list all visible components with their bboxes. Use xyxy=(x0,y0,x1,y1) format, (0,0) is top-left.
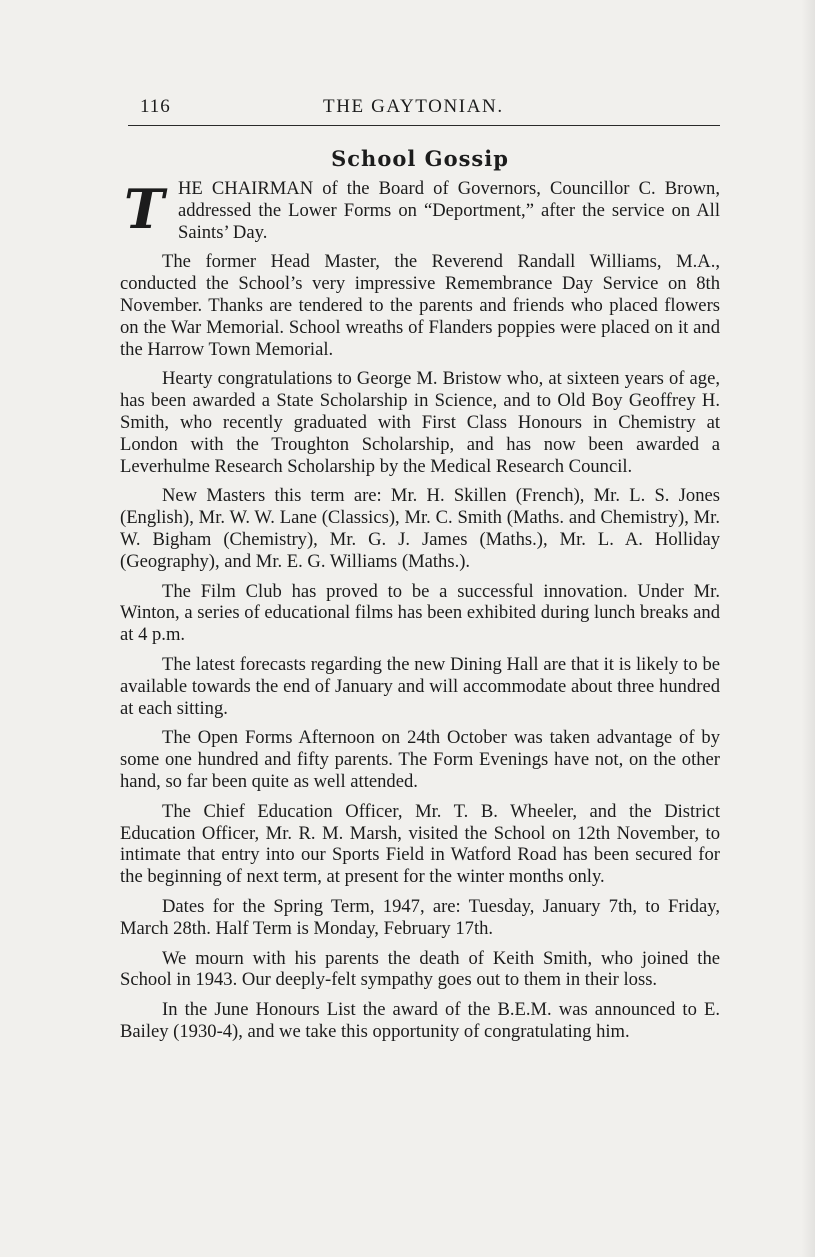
drop-cap: T xyxy=(124,177,165,241)
paragraph-1-text: HE CHAIRMAN of the Board of Governors, Councillor C. Brown, addressed the Lower Forms on “Deportment,” after the service on All Saints’ Day. xyxy=(178,178,720,243)
paragraph-4: New Masters this term are: Mr. H. Skillen (French), Mr. L. S. Jones (English), Mr. W. W. Lane (Classics), Mr. C. Smith (Maths. and Chemistry), Mr. W. Bigham (Chemistry), Mr. G. J. James (Maths.), Mr. L. A. Holliday (Geography), and Mr. E. G. Williams (Maths.). xyxy=(120,485,720,572)
paragraph-2: The former Head Master, the Reverend Randall Williams, M.A., conducted the School’s very impressive Remembrance Day Service on 8th November. Thanks are tendered to the parents and friends who placed flowers on the War Memorial. School wreaths of Flanders poppies were placed on it and the Harrow Town Memorial. xyxy=(120,251,720,360)
paragraph-6: The latest forecasts regarding the new Dining Hall are that it is likely to be available towards the end of January and will accommodate about three hundred at each sitting. xyxy=(120,653,720,719)
page-header xyxy=(120,96,720,130)
article-body xyxy=(120,178,720,1051)
paragraph-11: In the June Honours List the award of the B.E.M. was announced to E. Bailey (1930-4), and we take this opportunity of congratulating him. xyxy=(120,999,720,1042)
page-number: 116 xyxy=(140,96,171,117)
paragraph-7: The Open Forms Afternoon on 24th October was taken advantage of by some one hundred and fifty parents. The Form Evenings have not, on the other hand, so far been quite as well attended. xyxy=(120,727,720,792)
header-rule xyxy=(128,125,720,126)
paragraph-3: Hearty congratulations to George M. Bristow who, at sixteen years of age, has been awarded a State Scholarship in Science, and to Old Boy Geoffrey H. Smith, who recently graduated with First Class Honours in Chemistry at London with the Troughton Scholarship, and has now been awarded a Leverhulme Research Scholarship by the Medical Research Council. xyxy=(120,368,720,477)
page-edge-shadow xyxy=(801,0,815,1257)
paragraph-10: We mourn with his parents the death of Keith Smith, who joined the School in 1943. Our deeply-felt sympathy goes out to them in their loss. xyxy=(120,947,720,991)
paragraph-1 xyxy=(120,178,720,243)
paragraph-5: The Film Club has proved to be a successful innovation. Under Mr. Winton, a series of educational films has been exhibited during lunch breaks and at 4 p.m. xyxy=(120,580,720,646)
section-title: School Gossip xyxy=(331,146,509,171)
running-title: THE GAYTONIAN. xyxy=(323,96,504,117)
paragraph-8: The Chief Education Officer, Mr. T. B. Wheeler, and the District Education Officer, Mr. R. M. Marsh, visited the School on 12th November, to intimate that entry into our Sports Field in Watford Road has been secured for the beginning of next term, at present for the winter months only. xyxy=(120,800,720,888)
paragraph-9: Dates for the Spring Term, 1947, are: Tuesday, January 7th, to Friday, March 28th. Half Term is Monday, February 17th. xyxy=(120,895,720,939)
